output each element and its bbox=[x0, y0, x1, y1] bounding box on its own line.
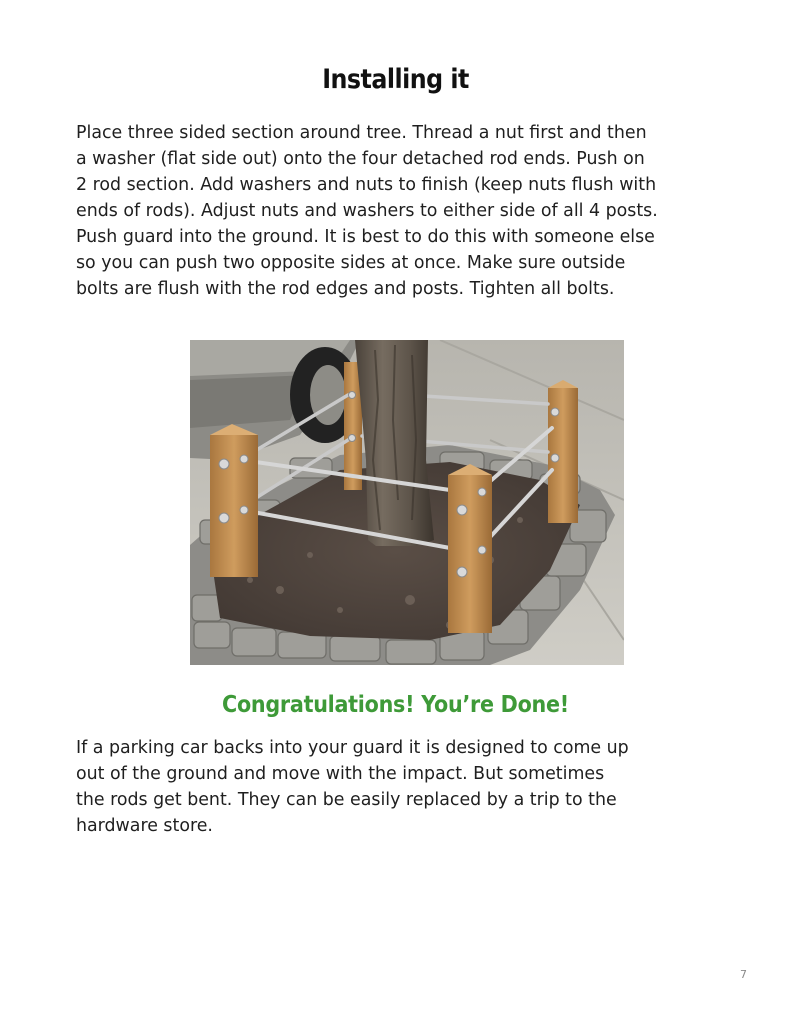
instructions-line: Place three sided section around tree. Thread a nut first and then bbox=[76, 123, 647, 143]
closing-line: hardware store. bbox=[76, 816, 213, 836]
tree-guard-photo bbox=[190, 340, 624, 665]
closing-line: If a parking car backs into your guard it is designed to come up bbox=[76, 738, 629, 758]
instructions-line: bolts are flush with the rod edges and posts. Tighten all bolts. bbox=[76, 279, 615, 299]
closing-paragraph bbox=[76, 735, 629, 839]
page-number: 7 bbox=[740, 968, 747, 981]
closing-line: the rods get bent. They can be easily replaced by a trip to the bbox=[76, 790, 617, 810]
instructions-line: Push guard into the ground. It is best to do this with someone else bbox=[76, 227, 655, 247]
instructions-line: a washer (flat side out) onto the four detached rod ends. Push on bbox=[76, 149, 645, 169]
instructions-paragraph bbox=[76, 120, 658, 302]
closing-line: out of the ground and move with the impact. But sometimes bbox=[76, 764, 605, 784]
instructions-line: so you can push two opposite sides at once. Make sure outside bbox=[76, 253, 626, 273]
instructions-line: 2 rod section. Add washers and nuts to finish (keep nuts flush with bbox=[76, 175, 657, 195]
page-title: Installing it bbox=[322, 64, 469, 95]
instructions-line: ends of rods). Adjust nuts and washers to either side of all 4 posts. bbox=[76, 201, 658, 221]
congratulations-heading: Congratulations! You’re Done! bbox=[222, 692, 569, 718]
